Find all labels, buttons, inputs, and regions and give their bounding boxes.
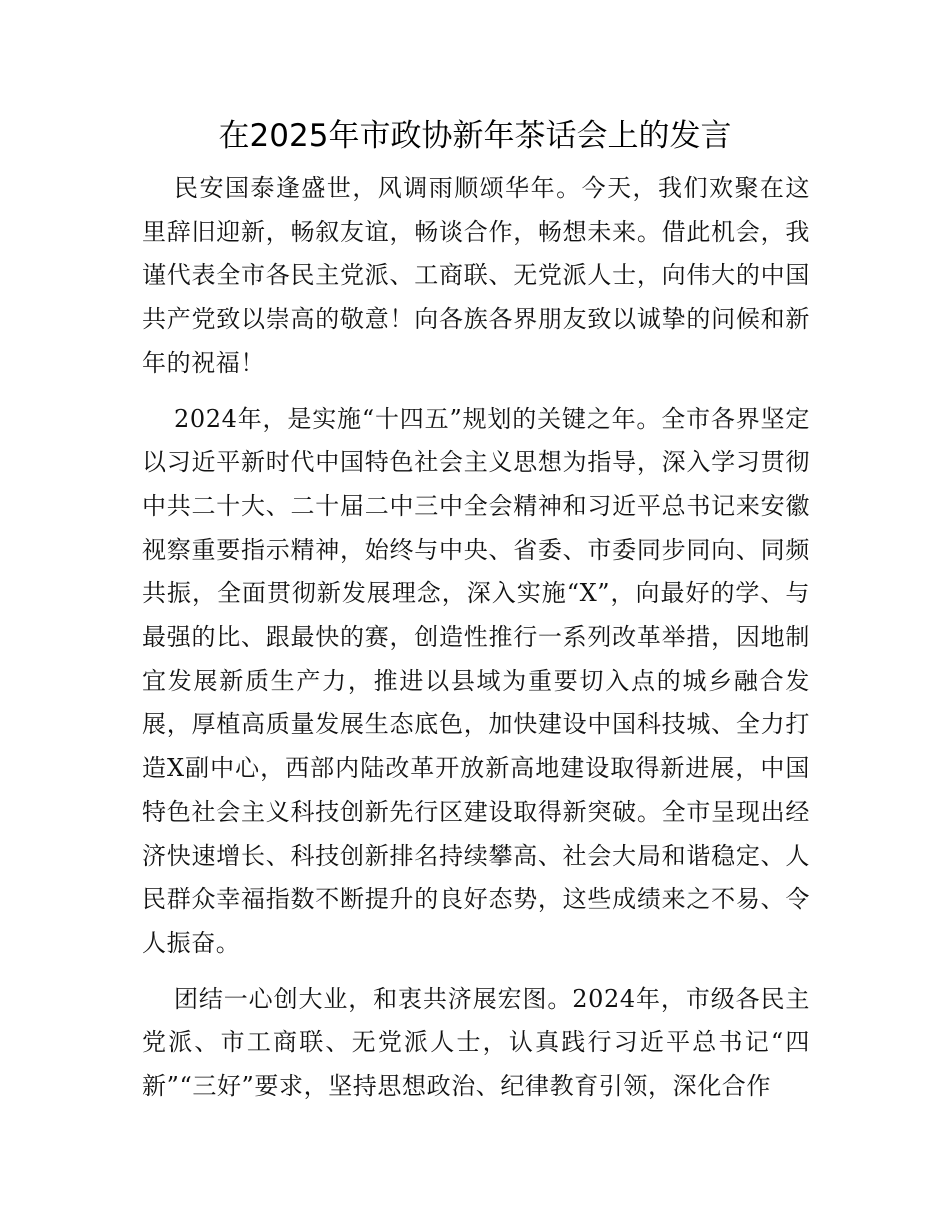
document-body: [142, 167, 810, 1121]
document-title: 在2025年市政协新年茶话会上的发言: [218, 118, 732, 154]
paragraph-greeting: 民安国泰逢盛世，风调雨顺颂华年。今天，我们欢聚在这里辞旧迎新，畅叙友谊，畅谈合作，畅想未来。借此机会，我谨代表全市各民主党派、工商联、无党派人士，向伟大的中国共产党致以崇高的敬意！向各族各界朋友致以诚挚的问候和新年的祝福！: [142, 174, 810, 377]
paragraph-unity: 团结一心创大业，和衷共济展宏图。2024年，市级各民主党派、市工商联、无党派人士，认真践行习近平总书记“四新”“三好”要求，坚持思想政治、纪律教育引领，深化合作: [142, 984, 810, 1101]
paragraph-2024-review: 2024年，是实施“十四五”规划的关键之年。全市各界坚定以习近平新时代中国特色社会主义思想为指导，深入学习贯彻中共二十大、二十届二中三中全会精神和习近平总书记来安徽视察重要指示精神，始终与中央、省委、市委同步同向、同频共振，全面贯彻新发展理念，深入实施“X”，向最好的学、与最强的比、跟最快的赛，创造性推行一系列改革举措，因地制宜发展新质生产力，推进以县域为重要切入点的城乡融合发展，厚植高质量发展生态底色，加快建设中国科技城、全力打造X副中心，西部内陆改革开放新高地建设取得新进展，中国特色社会主义科技创新先行区建设取得新突破。全市呈现出经济快速增长、科技创新排名持续攀高、社会大局和谐稳定、人民群众幸福指数不断提升的良好态势，这些成绩来之不易、令人振奋。: [142, 404, 810, 957]
